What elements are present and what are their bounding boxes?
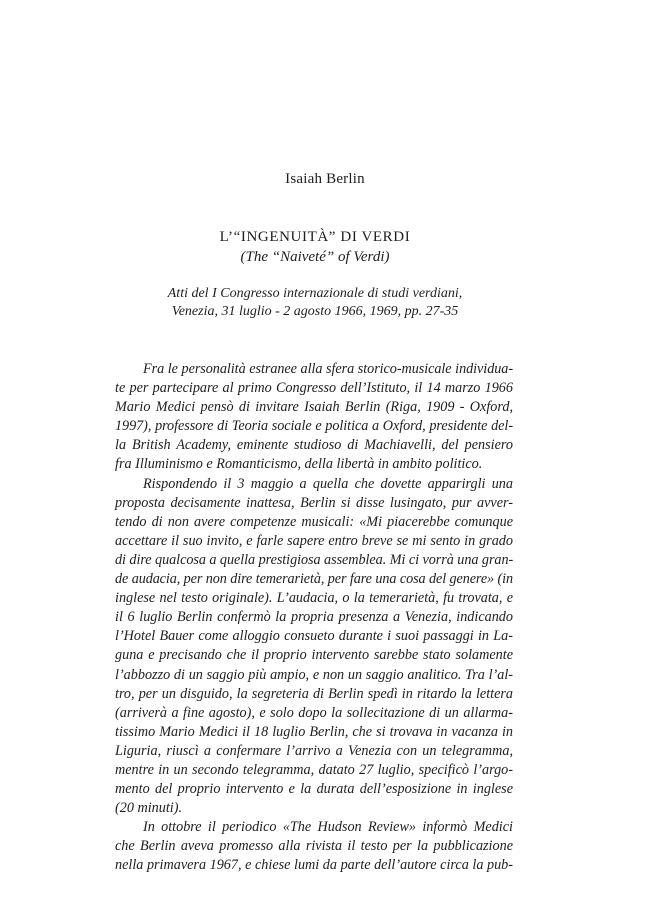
text-line: tissimo Mario Medici il 18 luglio Berlin, che si trovava in vacanza in [115, 723, 513, 740]
text-line: (arriverà a fine agosto), e solo dopo la sollecitazione di un allarma- [115, 704, 513, 721]
text-line: proposta decisamente inattesa, Berlin si disse lusingato, pur avver- [115, 494, 513, 511]
author-name: Isaiah Berlin [285, 171, 365, 187]
text-line: 1997), professore di Teoria sociale e politica a Oxford, presidente del- [115, 418, 513, 435]
text-line: tro, per un disguido, la segreteria di Berlin spedì in ritardo la lettera [115, 685, 513, 702]
body-text [115, 360, 513, 876]
text-line: guna e precisando che il proprio intervento sarebbe stato solamente [115, 647, 513, 664]
text-line: nella primavera 1967, e chiese lumi da parte dell’autore circa la pub- [115, 857, 513, 874]
text-line: di dire qualcosa a quella prestigiosa assemblea. Mi ci vorrà una gran- [115, 551, 514, 568]
text-line: il 6 luglio Berlin confermò la propria presenza a Venezia, indicando [115, 609, 513, 626]
text-line: tendo di non avere competenze musicali: «Mi piacerebbe comunque [115, 513, 513, 530]
text-line: accettare il suo invito, e farle sapere entro breve se mi sento in grado [115, 532, 513, 549]
text-line: Fra le personalità estranee alla sfera storico-musicale individua- [143, 361, 513, 377]
essay-subtitle: (The “Naiveté” of Verdi) [240, 249, 390, 265]
text-line: In ottobre il periodico «The Hudson Review» informò Medici [143, 819, 513, 836]
text-line: inglese nel testo originale). L’audacia, o la temerarietà, fu trovata, e [115, 590, 513, 607]
text-line: mentre in un secondo telegramma, datato 27 luglio, specificò l’argo- [115, 761, 513, 778]
source-citation [0, 285, 630, 321]
text-line: l’Hotel Bauer come alloggio consueto durante i suoi passaggi in La- [115, 628, 513, 645]
text-line: Rispondendo il 3 maggio a quella che dovette apparirgli una [143, 475, 513, 492]
text-line: te per partecipare al primo Congresso dell’Istituto, il 14 marzo 1966 [115, 380, 513, 397]
text-line: (20 minuti). [115, 800, 182, 817]
text-line: Liguria, riuscì a confermare l’arrivo a Venezia con un telegramma, [115, 742, 513, 759]
text-line: de audacia, per non dire temerarietà, per fare una cosa del genere» (in [115, 571, 513, 588]
essay-title: L’“INGENUITÀ” DI VERDI [219, 229, 411, 245]
text-line: mento del proprio intervento e la durata dell’esposizione in inglese [115, 781, 513, 798]
source-line-1: Atti del I Congresso internazionale di studi verdiani, [167, 286, 463, 301]
text-line: fra Illuminismo e Romanticismo, della libertà in ambito politico. [115, 456, 483, 473]
text-line: la British Academy, eminente studioso di Machiavelli, del pensiero [115, 437, 513, 454]
text-line: che Berlin aveva promesso alla rivista il testo per la pubblicazione [115, 838, 513, 855]
text-line: Mario Medici pensò di invitare Isaiah Berlin (Riga, 1909 - Oxford, [115, 399, 513, 416]
text-line: l’abbozzo di un saggio più ampio, e non un saggio analitico. Tra l’al- [115, 666, 513, 683]
source-line-2: Venezia, 31 luglio - 2 agosto 1966, 1969, pp. 27-35 [171, 304, 459, 319]
